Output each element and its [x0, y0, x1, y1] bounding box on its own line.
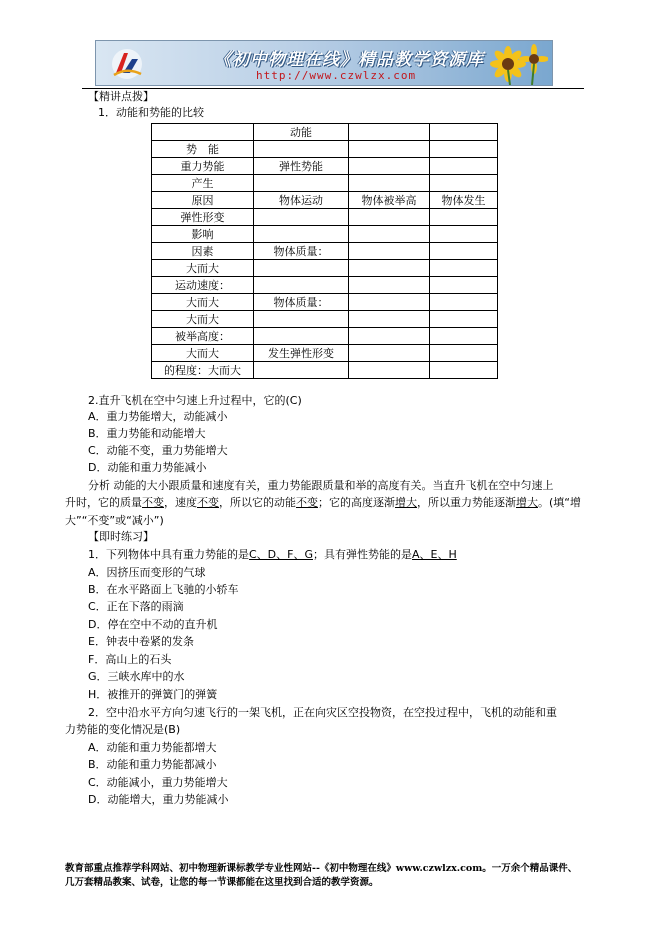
table-cell: [349, 362, 430, 379]
table-cell: [349, 124, 430, 141]
table-row: [152, 260, 498, 277]
table-row: [152, 175, 498, 192]
exercise-1-option-d: D．停在空中不动的直升机: [88, 618, 218, 631]
table-cell: [430, 243, 498, 260]
exercise-2-option-a: A．动能和重力势能都增大: [88, 741, 217, 754]
table-cell: 原因: [152, 192, 254, 209]
page-footer: [65, 862, 605, 890]
table-cell: 产生: [152, 175, 254, 192]
table-cell: [430, 226, 498, 243]
question-2-option-a: A．重力势能增大，动能减小: [88, 410, 228, 423]
table-cell: 发生弹性形变: [254, 345, 349, 362]
table-cell: 物体运动: [254, 192, 349, 209]
analysis-text: ，所以它的动能: [219, 496, 296, 509]
exercise-1-option-a: A．因挤压而变形的气球: [88, 566, 206, 579]
section-heading-1: 【精讲点拨】: [88, 90, 154, 103]
table-cell: 大而大: [152, 260, 254, 277]
analysis-line-3: 大”“不变”或“减小”): [65, 514, 164, 527]
table-cell: [152, 124, 254, 141]
table-cell: [254, 362, 349, 379]
table-cell: [430, 209, 498, 226]
table-row: [152, 158, 498, 175]
table-cell: [430, 158, 498, 175]
table-cell: 势 能: [152, 141, 254, 158]
footer-line-2: 几万套精品教案、试卷，让您的每一节课都能在这里找到合适的教学资源。: [65, 877, 379, 888]
exercise-1-option-g: G．三峡水库中的水: [88, 670, 185, 683]
exercise-1-option-f: F．高山上的石头: [88, 653, 172, 666]
table-cell: [254, 175, 349, 192]
answer-blank: A、E、H: [412, 548, 457, 561]
table-cell: [349, 328, 430, 345]
table-cell: [254, 209, 349, 226]
table-cell: 重力势能: [152, 158, 254, 175]
table-cell: 物体被举高: [349, 192, 430, 209]
exercise-2-option-b: B．动能和重力势能都减小: [88, 758, 217, 771]
table-cell: [254, 311, 349, 328]
question-2-stem: 2.直升飞机在空中匀速上升过程中，它的(C): [88, 394, 302, 407]
footer-line-1: 教育部重点推荐学科网站、初中物理新课标教学专业性网站--《初中物理在线》www.czwlzx.com。一万余个精品课件、: [65, 863, 578, 874]
answer-blank: 增大: [395, 496, 417, 509]
comparison-table: [151, 123, 498, 379]
table-cell: [349, 226, 430, 243]
analysis-line-1: 分析 动能的大小跟质量和速度有关，重力势能跟质量和举的高度有关。当直升飞机在空中匀速上: [88, 479, 554, 492]
table-cell: [349, 141, 430, 158]
header-rule: [82, 88, 584, 89]
table-cell: [430, 260, 498, 277]
table-cell: [430, 124, 498, 141]
table-row: [152, 124, 498, 141]
table-cell: [349, 311, 430, 328]
exercise-1-stem: [88, 548, 457, 562]
table-cell: [254, 226, 349, 243]
table-cell: 影响: [152, 226, 254, 243]
table-row: [152, 243, 498, 260]
table-cell: 大而大: [152, 311, 254, 328]
table-cell: 弹性形变: [152, 209, 254, 226]
answer-blank: 不变: [296, 496, 318, 509]
exercise-2-stem-line-2: 力势能的变化情况是(B): [65, 723, 181, 736]
table-cell: [254, 328, 349, 345]
table-cell: 被举高度：: [152, 328, 254, 345]
exercise-text: ；具有弹性势能的是: [313, 548, 413, 561]
exercise-1-option-c: C．正在下落的雨滴: [88, 600, 184, 613]
table-cell: 物体质量：: [254, 294, 349, 311]
analysis-text: 升时，它的质量: [65, 496, 142, 509]
question-2-option-b: B．重力势能和动能增大: [88, 427, 206, 440]
table-cell: [430, 328, 498, 345]
analysis-text: 。(填“增: [538, 496, 581, 509]
table-cell: [430, 175, 498, 192]
table-row: [152, 192, 498, 209]
question-2-option-d: D．动能和重力势能减小: [88, 461, 207, 474]
table-row: [152, 362, 498, 379]
table-row: [152, 226, 498, 243]
answer-blank: 不变: [142, 496, 164, 509]
table-cell: [349, 209, 430, 226]
sunflower-icon: [486, 43, 548, 85]
analysis-text: ；它的高度逐渐: [318, 496, 395, 509]
section-heading-2: 【即时练习】: [88, 530, 154, 543]
answer-blank: 不变: [197, 496, 219, 509]
header-banner: [95, 40, 553, 86]
exercise-2-stem-line-1: 2．空中沿水平方向匀速飞行的一架飞机，正在向灾区空投物资，在空投过程中，飞机的动能和重: [88, 706, 557, 719]
analysis-text: ，所以重力势能逐渐: [417, 496, 516, 509]
analysis-text: ，速度: [164, 496, 197, 509]
site-logo-icon: [110, 47, 144, 81]
table-cell: [349, 277, 430, 294]
table-cell: [349, 175, 430, 192]
table-cell: 弹性势能: [254, 158, 349, 175]
exercise-1-option-b: B．在水平路面上飞驰的小轿车: [88, 583, 239, 596]
table-cell: [349, 294, 430, 311]
table-cell: 大而大: [152, 345, 254, 362]
analysis-line-2: [65, 496, 581, 510]
table-cell: 物体质量：: [254, 243, 349, 260]
table-cell: 大而大: [152, 294, 254, 311]
banner-url[interactable]: http://www.czwlzx.com: [256, 69, 417, 82]
table-cell: 的程度：大而大: [152, 362, 254, 379]
table-cell: [254, 141, 349, 158]
table-row: [152, 277, 498, 294]
answer-blank: C、D、F、G: [249, 548, 314, 561]
table-row: [152, 209, 498, 226]
banner-title: 《初中物理在线》精品教学资源库: [214, 50, 484, 70]
table-cell: [430, 294, 498, 311]
exercise-2-option-c: C．动能减小，重力势能增大: [88, 776, 228, 789]
table-row: [152, 311, 498, 328]
table-cell: [430, 277, 498, 294]
table-cell: 运动速度：: [152, 277, 254, 294]
table-cell: [430, 141, 498, 158]
table-cell: [349, 243, 430, 260]
exercise-1-option-h: H．被推开的弹簧门的弹簧: [88, 688, 218, 701]
question-2-option-c: C．动能不变，重力势能增大: [88, 444, 228, 457]
table-cell: 物体发生: [430, 192, 498, 209]
table-cell: [254, 277, 349, 294]
table-cell: [254, 260, 349, 277]
item-1-title: 1．动能和势能的比较: [98, 106, 204, 119]
table-row: [152, 294, 498, 311]
table-row: [152, 328, 498, 345]
exercise-2-option-d: D．动能增大，重力势能减小: [88, 793, 229, 806]
answer-blank: 增大: [516, 496, 538, 509]
table-cell: [430, 345, 498, 362]
table-cell: [430, 311, 498, 328]
table-cell: [349, 158, 430, 175]
table-cell: 动能: [254, 124, 349, 141]
exercise-1-option-e: E．钟表中卷紧的发条: [88, 635, 194, 648]
table-row: [152, 141, 498, 158]
table-cell: [349, 345, 430, 362]
exercise-text: 1．下列物体中具有重力势能的是: [88, 548, 249, 561]
table-cell: 因素: [152, 243, 254, 260]
table-cell: [430, 362, 498, 379]
table-cell: [349, 260, 430, 277]
table-row: [152, 345, 498, 362]
